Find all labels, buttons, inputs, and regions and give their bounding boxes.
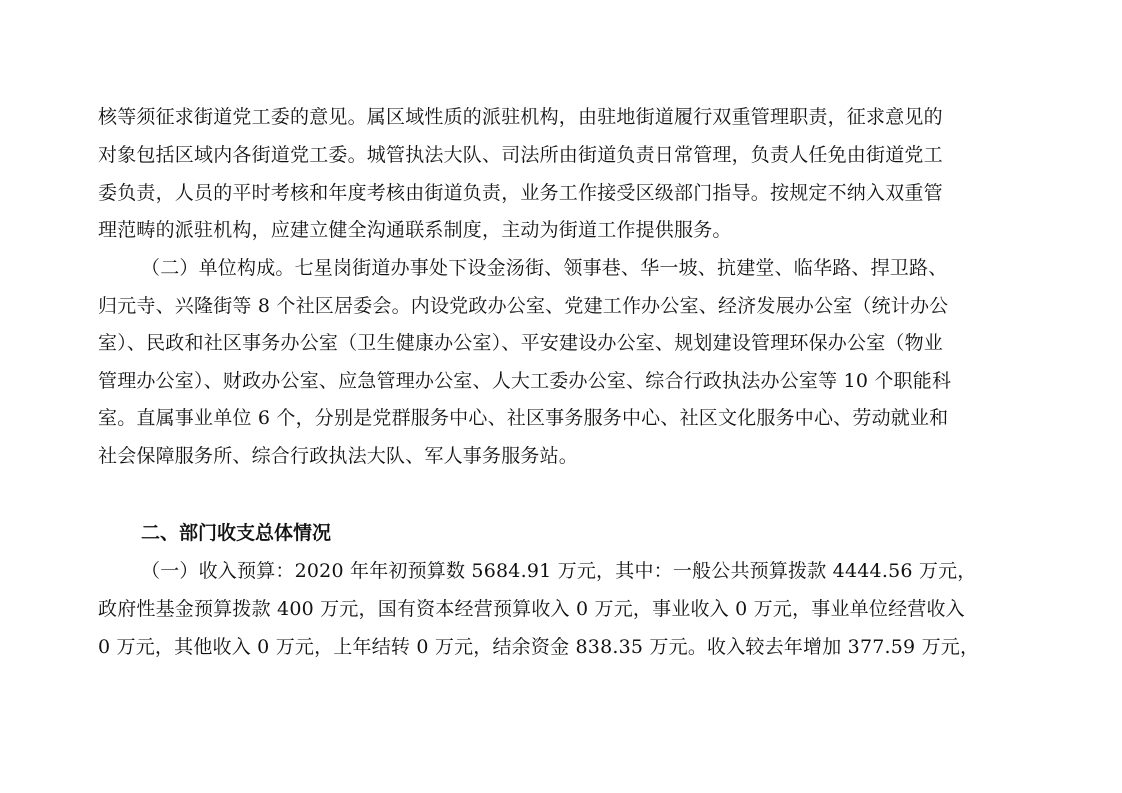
paragraph-line: 对象包括区域内各街道党工委。城管执法大队、司法所由街道负责日常管理，负责人任免由街道党工	[98, 144, 943, 166]
paragraph-line: （一）收入预算：2020 年年初预算数 5684.91 万元，其中：一般公共预算拨款 4444.56 万元，	[141, 560, 977, 582]
paragraph-line: 室）、民政和社区事务办公室（卫生健康办公室）、平安建设办公室、规划建设管理环保办公室（物业	[98, 332, 944, 354]
paragraph-line: 室。直属事业单位 6 个，分别是党群服务中心、社区事务服务中心、社区文化服务中心、劳动就业和	[98, 407, 949, 429]
paragraph-line: 核等须征求街道党工委的意见。属区域性质的派驻机构，由驻地街道履行双重管理职责，征求意见的	[98, 106, 943, 128]
section-heading: 二、部门收支总体情况	[141, 522, 332, 544]
paragraph-line: 管理办公室）、财政办公室、应急管理办公室、人大工委办公室、综合行政执法办公室等 10 个职能科	[98, 370, 952, 392]
paragraph-line: 政府性基金预算拨款 400 万元，国有资本经营预算收入 0 万元，事业收入 0 万元，事业单位经营收入	[98, 598, 965, 620]
paragraph-line: 理范畴的派驻机构，应建立健全沟通联系制度，主动为街道工作提供服务。	[98, 219, 732, 241]
paragraph-line: 归元寺、兴隆街等 8 个社区居委会。内设党政办公室、党建工作办公室、经济发展办公室（统计办公	[98, 295, 949, 317]
paragraph-line: 委负责，人员的平时考核和年度考核由街道负责，业务工作接受区级部门指导。按规定不纳入双重管	[98, 182, 943, 204]
paragraph-line: （二）单位构成。七星岗街道办事处下设金汤街、领事巷、华一坡、抗建堂、临华路、捍卫路、	[141, 257, 948, 279]
paragraph-line: 社会保障服务所、综合行政执法大队、军人事务服务站。	[98, 445, 579, 467]
paragraph-line: 0 万元，其他收入 0 万元，上年结转 0 万元，结余资金 838.35 万元。收入较去年增加 377.59 万元，	[98, 636, 980, 658]
